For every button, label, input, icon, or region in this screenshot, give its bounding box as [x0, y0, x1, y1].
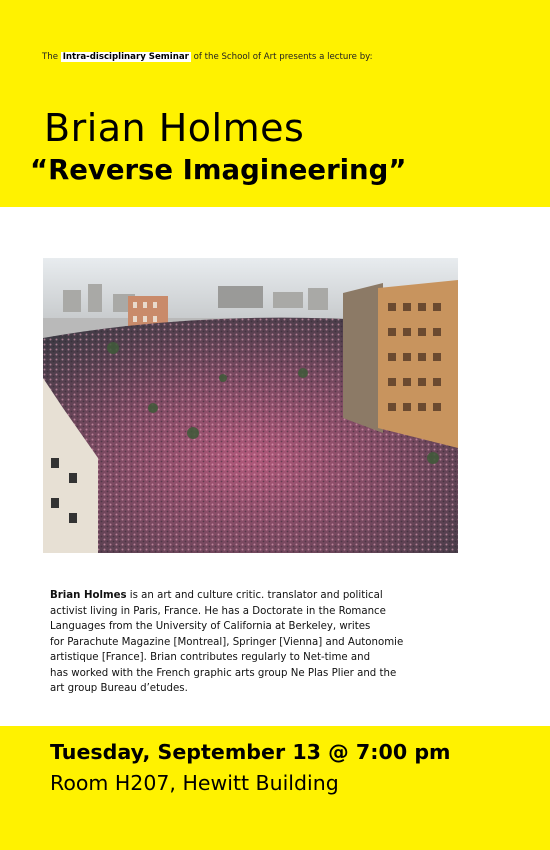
bio-name: Brian Holmes — [50, 590, 127, 601]
event-venue: Room H207, Hewitt Building — [50, 771, 339, 795]
crowd-photo — [43, 258, 458, 553]
event-date: Tuesday, September 13 @ 7:00 pm — [50, 740, 451, 764]
speaker-name: Brian Holmes — [44, 106, 305, 150]
intro-prefix: The — [42, 52, 58, 62]
seminar-name: Intra-disciplinary Seminar — [62, 52, 189, 62]
talk-title: “Reverse Imagineering” — [30, 154, 407, 186]
crowd-image — [43, 258, 458, 553]
bio-text: is an art and culture critic. translator and political activist living in Paris, France. He has a Doctorate in the Romance Languages from the University of California at Berkeley, writes for Parachute Magazine [Montreal], Springer [Vienna] and Autonomie artistique [France]. Brian contributes regularly to Net-time and has worked with the French graphic arts group Ne Plas Plier and the art group Bureau d’etudes. — [50, 590, 404, 694]
intro-suffix: of the School of Art presents a lecture by: — [193, 52, 373, 62]
intro-line — [42, 52, 373, 62]
speaker-bio — [50, 588, 460, 697]
